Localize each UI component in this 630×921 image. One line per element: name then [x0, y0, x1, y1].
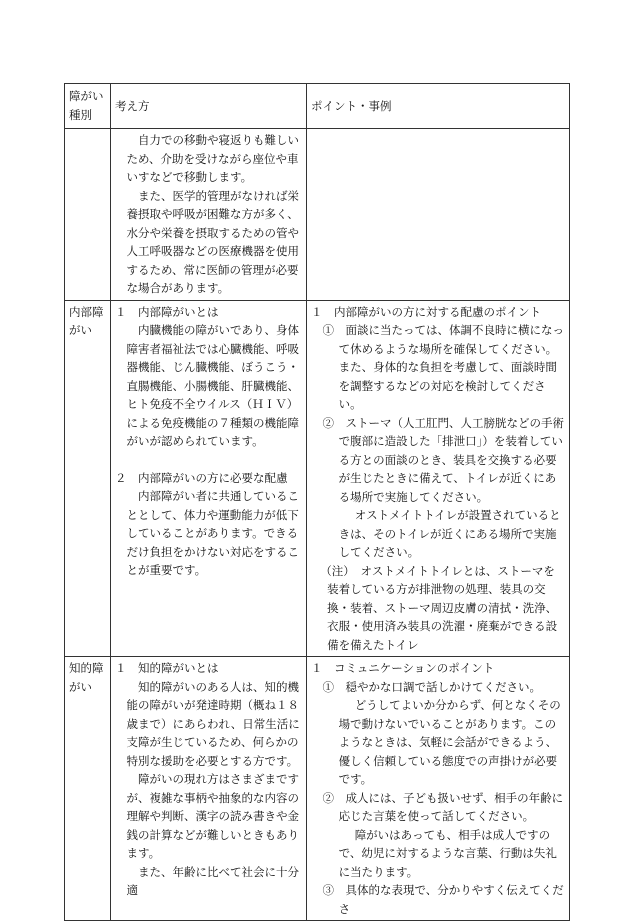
- guideline-table: [64, 83, 570, 921]
- row2-approach-heading1: １ 内部障がいとは: [115, 304, 219, 319]
- row3-points-item2b: 障がいはあっても、相手は成人ですので、幼児に対するような言葉、行動は失礼に当たります。: [338, 827, 557, 879]
- header-category-line2: 種別: [69, 108, 92, 122]
- row3-approach-heading1: １ 知的障がいとは: [115, 661, 219, 675]
- row3-points-heading1: １ コミュニケーションのポイント: [311, 661, 495, 675]
- row3-approach-para3: また、年齢に比べて社会に十分適: [126, 864, 299, 897]
- row2-points-item2: ② ストーマ（人工肛門、人工膀胱などの手術で腹部に造設した「排泄口」）を装着している方との面談のとき、装具を交換する必要が生じたときに備えて、トイレが近くにある場所で実施してください。: [322, 415, 564, 504]
- row3-points-item1: ① 穏やかな口調で話しかけてください。: [322, 679, 541, 694]
- row3-points-item1b: どうしてよいか分からず、何となくその場で動けないでいることがあります。このようなときは、気軽に会話ができるよう、優しく信頼している態度での声掛けが必要です。: [338, 698, 561, 786]
- row3-category: [65, 657, 111, 921]
- table-header-row: [65, 84, 570, 129]
- header-category-line1: 障がい: [69, 89, 104, 103]
- row2-approach-para2: 内部障がい者に共通していることとして、体力や運動能力が低下していることがあります。できるだけ負担をかけない対応をすることが重要です。: [126, 489, 299, 577]
- row3-category-line1: 知的障: [69, 661, 104, 675]
- row3-category-line2: がい: [69, 679, 92, 694]
- row2-category: [65, 300, 111, 657]
- header-points: ポイント・事例: [307, 84, 570, 129]
- row1-approach-p1: 自力での移動や寝返りも難しいため、介助を受けながら座位や車いすなどで移動します。: [126, 133, 299, 184]
- header-category: [65, 84, 111, 129]
- table-row: [65, 657, 570, 921]
- row1-category: [65, 129, 111, 301]
- row2-points-heading1: １ 内部障がいの方に対する配慮のポイント: [311, 304, 541, 319]
- row3-points: [307, 657, 570, 921]
- row2-points: [307, 300, 570, 657]
- row1-approach-p2: また、医学的管理がなければ栄養摂取や呼吸が困難な方が多く、水分や栄養を摂取するための管や人工呼吸器などの医療機器を使用するため、常に医師の管理が必要な場合があります。: [126, 188, 299, 295]
- row3-approach: [111, 657, 307, 921]
- row2-points-item2b: オストメイトトイレが設置されているときは、そのトイレが近くにある場所で実施してください。: [338, 508, 561, 559]
- row2-approach-heading2: ２ 内部障がいの方に必要な配慮: [115, 470, 288, 485]
- row2-approach-para1: 内臓機能の障がいであり、身体障害者福祉法では心臓機能、呼吸器機能、じん臓機能、ぼうこう・直腸機能、小腸機能、肝臓機能、ヒト免疫不全ウイルス（ＨＩＶ）による免疫機能の７種類の機能障がいが認められています。: [126, 323, 299, 448]
- row2-category-line2: がい: [69, 323, 92, 337]
- row2-points-note: （注） オストメイトトイレとは、ストーマを装着している方が排泄物の処理、装具の交換・装着、ストーマ周辺皮膚の清拭・洗浄、衣服・使用済み装具の洗濯・廃棄ができる設備を備えたトイレ: [320, 563, 558, 652]
- row3-points-item2: ② 成人には、子ども扱いせず、相手の年齢に応じた言葉を使って話してください。: [322, 790, 564, 823]
- row3-approach-para2: 障がいの現れ方はさまざまですが、複雑な事柄や抽象的な内容の理解や判断、漢字の読み書きや金銭の計算などが難しいときもあります。: [126, 772, 299, 860]
- row2-category-line1: 内部障: [69, 304, 104, 319]
- table-row: [65, 129, 570, 301]
- row1-approach: [111, 129, 307, 301]
- row1-points: [307, 129, 570, 301]
- row2-approach: [111, 300, 307, 657]
- table-row: [65, 300, 570, 657]
- row2-points-item1: ① 面談に当たっては、体調不良時に横になって休めるような場所を確保してください。また、身体的な負担を考慮して、面談時間を調整するなどの対応を検討してください。: [322, 323, 564, 411]
- row3-approach-para1: 知的障がいのある人は、知的機能の障がいが発達時期（概ね１８歳まで）にあらわれ、日常生活に支障が生じているため、何らかの特別な援助を必要とする方です。: [126, 679, 300, 768]
- row3-points-item3: ③ 具体的な表現で、分かりやすく伝えてくださ: [322, 883, 564, 916]
- header-approach: 考え方: [111, 84, 307, 129]
- spacer: [115, 451, 302, 469]
